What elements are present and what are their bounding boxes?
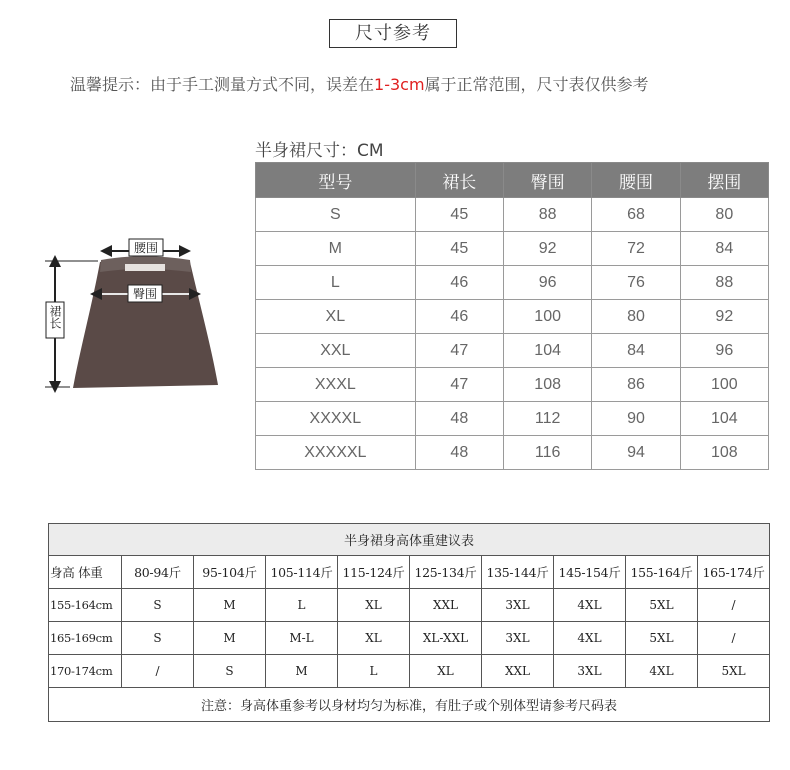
skirt-diagram	[40, 230, 230, 395]
weight-column-header: 125-134斤	[410, 556, 482, 589]
header-cell: 摆围	[680, 163, 768, 198]
size-cell: M	[194, 589, 266, 622]
size-cell: 3XL	[482, 622, 554, 655]
size-cell: 3XL	[554, 655, 626, 688]
table-cell: 96	[503, 266, 591, 300]
size-cell: 5XL	[698, 655, 770, 688]
header-cell: 型号	[256, 163, 416, 198]
skirt-body-shape	[73, 262, 218, 388]
table-cell: XXL	[256, 334, 416, 368]
table-cell: 47	[415, 368, 503, 402]
table-cell: 92	[680, 300, 768, 334]
recommend-note: 注意：身高体重参考以身材均匀为标准，有肚子或个别体型请参考尺码表	[49, 688, 770, 722]
hip-label: 臀围	[132, 287, 158, 301]
recommend-note-row	[49, 688, 770, 722]
table-cell: 92	[503, 232, 591, 266]
size-cell: L	[266, 589, 338, 622]
weight-column-header: 145-154斤	[554, 556, 626, 589]
table-cell: XXXXXL	[256, 436, 416, 470]
size-cell: XL-XXL	[410, 622, 482, 655]
size-cell: M-L	[266, 622, 338, 655]
table-cell: 90	[592, 402, 680, 436]
size-cell: /	[698, 622, 770, 655]
header-label-cell: 身高 体重	[49, 556, 122, 589]
weight-column-header: 105-114斤	[266, 556, 338, 589]
table-cell: 72	[592, 232, 680, 266]
size-cell: S	[194, 655, 266, 688]
table-cell: 80	[680, 198, 768, 232]
size-table-header-row	[256, 163, 769, 198]
size-cell: /	[122, 655, 194, 688]
size-cell: 3XL	[482, 589, 554, 622]
table-row	[256, 334, 769, 368]
table-row	[49, 655, 770, 688]
table-cell: 46	[415, 300, 503, 334]
measurement-tip	[70, 72, 649, 95]
table-cell: 45	[415, 232, 503, 266]
size-cell: /	[698, 589, 770, 622]
table-cell: 100	[680, 368, 768, 402]
table-row	[49, 589, 770, 622]
table-cell: 100	[503, 300, 591, 334]
table-cell: 108	[503, 368, 591, 402]
table-cell: 46	[415, 266, 503, 300]
table-row	[256, 300, 769, 334]
table-cell: XXXXL	[256, 402, 416, 436]
table-cell: L	[256, 266, 416, 300]
size-cell: XXL	[410, 589, 482, 622]
size-cell: S	[122, 622, 194, 655]
table-cell: XL	[256, 300, 416, 334]
table-cell: 80	[592, 300, 680, 334]
size-table-caption: 半身裙尺寸：CM	[255, 141, 384, 161]
recommend-table-title: 半身裙身高体重建议表	[49, 524, 770, 556]
table-cell: 88	[503, 198, 591, 232]
header-cell: 腰围	[592, 163, 680, 198]
tip-prefix: 温馨提示：由于手工测量方式不同，误差在	[70, 75, 375, 94]
weight-column-header: 95-104斤	[194, 556, 266, 589]
table-cell: 94	[592, 436, 680, 470]
skirt-waist-patch	[125, 264, 165, 271]
table-cell: M	[256, 232, 416, 266]
height-cell: 170-174cm	[49, 655, 122, 688]
table-cell: 48	[415, 436, 503, 470]
table-cell: 76	[592, 266, 680, 300]
height-cell: 165-169cm	[49, 622, 122, 655]
size-cell: XL	[410, 655, 482, 688]
size-cell: 4XL	[554, 589, 626, 622]
table-row	[256, 402, 769, 436]
size-cell: XXL	[482, 655, 554, 688]
weight-column-header: 135-144斤	[482, 556, 554, 589]
size-cell: L	[338, 655, 410, 688]
size-cell: M	[194, 622, 266, 655]
size-cell: XL	[338, 622, 410, 655]
table-cell: 108	[680, 436, 768, 470]
recommend-header-row	[49, 556, 770, 589]
table-cell: 116	[503, 436, 591, 470]
weight-column-header: 165-174斤	[698, 556, 770, 589]
header-cell: 臀围	[503, 163, 591, 198]
size-cell: 4XL	[554, 622, 626, 655]
table-row	[256, 266, 769, 300]
table-cell: 84	[592, 334, 680, 368]
table-cell: 47	[415, 334, 503, 368]
table-row	[256, 436, 769, 470]
table-cell: 48	[415, 402, 503, 436]
size-table	[255, 162, 769, 470]
table-cell: 45	[415, 198, 503, 232]
weight-column-header: 115-124斤	[338, 556, 410, 589]
table-cell: 84	[680, 232, 768, 266]
height-cell: 155-164cm	[49, 589, 122, 622]
recommend-title-row	[49, 524, 770, 556]
table-row	[49, 622, 770, 655]
header-cell: 裙长	[415, 163, 503, 198]
weight-column-header: 155-164斤	[626, 556, 698, 589]
table-row	[256, 368, 769, 402]
length-label: 裙长	[48, 305, 62, 329]
size-cell: XL	[338, 589, 410, 622]
size-cell: S	[122, 589, 194, 622]
page-title: 尺寸参考	[329, 19, 457, 48]
table-cell: 68	[592, 198, 680, 232]
tip-highlight: 1-3cm	[374, 75, 425, 94]
table-cell: 88	[680, 266, 768, 300]
table-cell: S	[256, 198, 416, 232]
size-cell: 5XL	[626, 589, 698, 622]
table-row	[256, 232, 769, 266]
table-row	[256, 198, 769, 232]
size-cell: M	[266, 655, 338, 688]
table-cell: XXXL	[256, 368, 416, 402]
tip-suffix: 属于正常范围，尺寸表仅供参考	[424, 75, 649, 94]
recommend-table	[48, 523, 770, 722]
table-cell: 104	[680, 402, 768, 436]
size-cell: 4XL	[626, 655, 698, 688]
table-cell: 96	[680, 334, 768, 368]
weight-column-header: 80-94斤	[122, 556, 194, 589]
waist-label: 腰围	[133, 241, 159, 255]
table-cell: 86	[592, 368, 680, 402]
table-cell: 112	[503, 402, 591, 436]
size-cell: 5XL	[626, 622, 698, 655]
table-cell: 104	[503, 334, 591, 368]
